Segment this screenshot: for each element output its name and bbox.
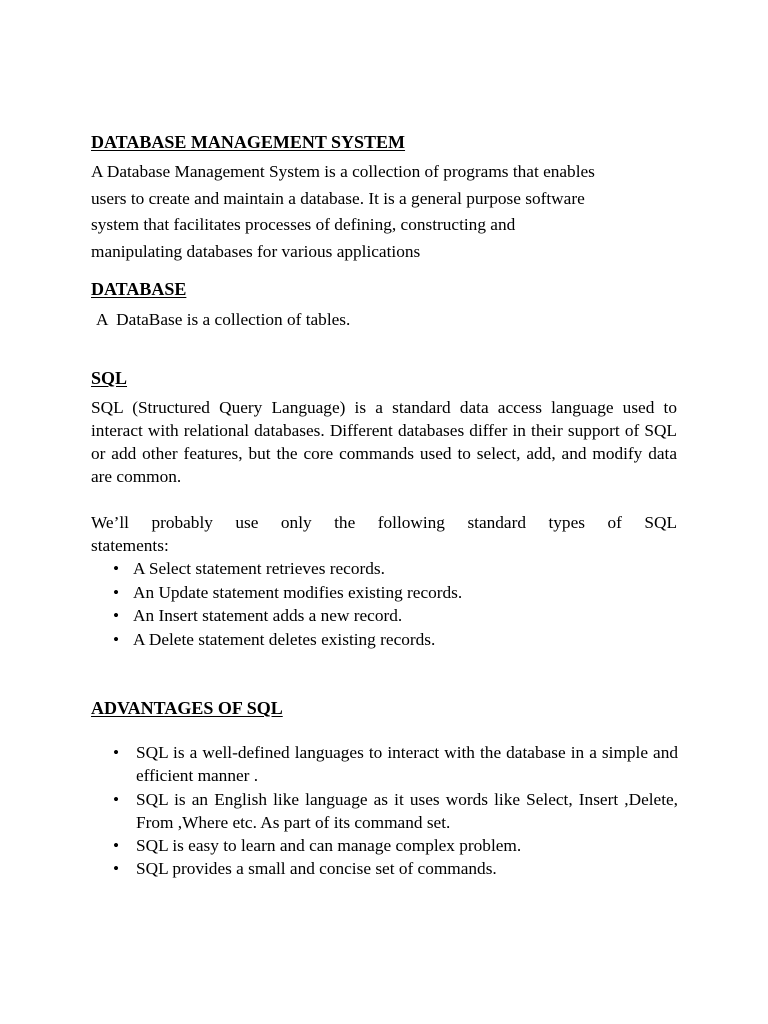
advantage-item-3: SQL is easy to learn and can manage complex problem.: [136, 836, 522, 856]
advantage-item-1: SQL is a well-defined languages to interact with the database in a simple and efficient manner .: [136, 743, 678, 786]
bullet-icon: •: [113, 859, 120, 879]
list-item: [113, 557, 673, 581]
advantages-heading: ADVANTAGES OF SQL: [91, 698, 283, 718]
list-item: [113, 628, 673, 652]
statement-update: An Update statement modifies existing records.: [133, 582, 463, 602]
bullet-icon: •: [113, 789, 120, 809]
list-item: [113, 788, 678, 835]
database-definition: A DataBase is a collection of tables.: [96, 310, 351, 329]
advantages-list: [113, 741, 678, 881]
list-item: [113, 834, 678, 857]
dbms-section: [91, 131, 677, 265]
advantage-item-4: SQL provides a small and concise set of commands.: [136, 859, 497, 879]
database-section: [91, 278, 677, 331]
list-item: [113, 581, 673, 605]
list-item: [113, 857, 678, 880]
sql-heading: SQL: [91, 368, 128, 388]
sql-statements-list: [113, 557, 673, 651]
dbms-line-4: manipulating databases for various applications: [91, 241, 421, 261]
bullet-icon: •: [113, 559, 120, 578]
sql-description: SQL (Structured Query Language) is a standard data access language used to interact with relational databases. Different databases differ in their support of SQL or add other features, but the core commands used to select, add, and modify data are common.: [91, 398, 677, 486]
bullet-icon: •: [113, 743, 120, 762]
advantages-section: [91, 697, 677, 719]
list-item: [113, 741, 678, 788]
bullet-icon: •: [113, 629, 120, 649]
advantage-item-2: SQL is an English like language as it uses words like Select, Insert ,Delete, From ,Where etc. As part of its command set.: [136, 789, 678, 832]
dbms-line-1: A Database Management System is a collection of programs that enables: [91, 162, 595, 181]
dbms-line-2: users to create and maintain a database. It is a general purpose software: [91, 188, 585, 208]
dbms-paragraph: [91, 159, 677, 265]
sql-section: [91, 367, 677, 488]
bullet-icon: •: [113, 606, 120, 625]
database-heading: DATABASE: [91, 279, 187, 299]
sql-intro-line-1: We’ll probably use only the following standard types of SQL: [91, 513, 677, 532]
statement-delete: A Delete statement deletes existing records.: [133, 629, 436, 649]
sql-intro-line-2: statements:: [91, 536, 169, 555]
bullet-icon: •: [113, 836, 120, 856]
dbms-line-3: system that facilitates processes of defining, constructing and: [91, 215, 516, 234]
bullet-icon: •: [113, 582, 120, 602]
statement-select: A Select statement retrieves records.: [133, 559, 385, 578]
list-item: [113, 604, 673, 628]
statement-insert: An Insert statement adds a new record.: [133, 606, 403, 625]
sql-intro: [91, 511, 677, 557]
dbms-heading: DATABASE MANAGEMENT SYSTEM: [91, 132, 406, 152]
